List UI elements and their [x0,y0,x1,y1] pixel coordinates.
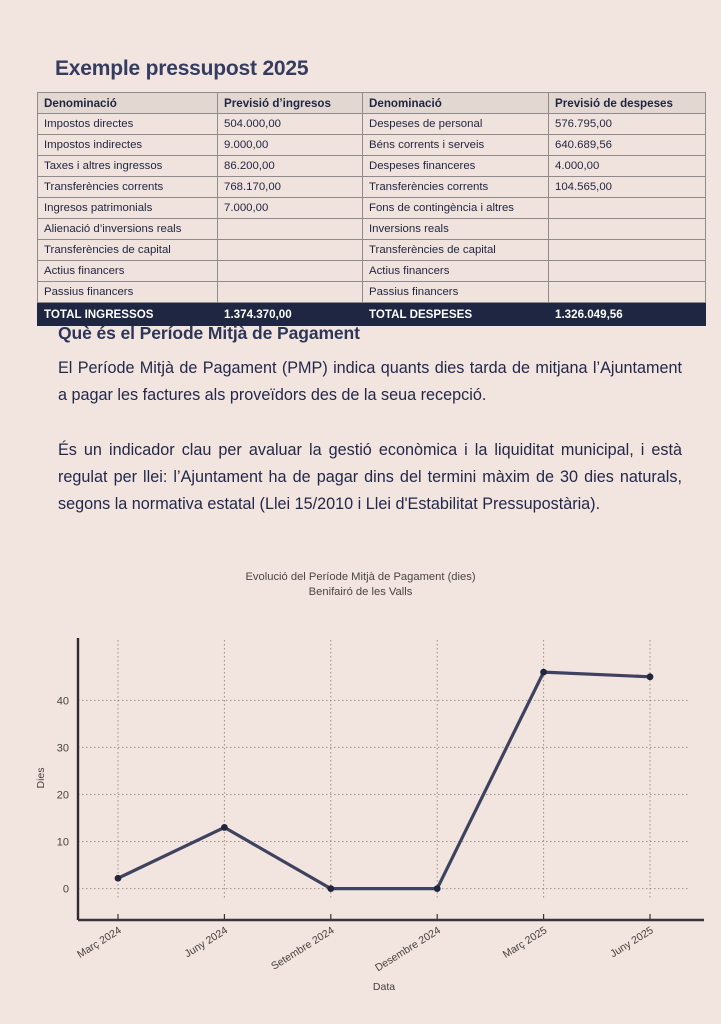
table-row [38,282,389,303]
expenses-row-7-name: Actius financers [363,261,549,282]
x-axis-tick-label: Juny 2024 [182,924,230,961]
x-axis-tick-label: Juny 2025 [608,924,656,961]
expenses-row-6-name: Transferències de capital [363,240,549,261]
table-row [38,177,389,198]
income-row-2-name: Taxes i altres ingressos [38,156,218,177]
table-row [38,219,389,240]
income-row-0-name: Impostos directes [38,114,218,135]
expenses-row-4-value [549,198,706,219]
table-row [363,219,706,240]
chart-data-point [647,673,654,680]
table-row [363,261,706,282]
income-table-body [38,114,389,326]
expenses-total-row [363,303,706,326]
chart-subtitle: Benifairó de les Valls [308,586,413,598]
income-row-7-name: Actius financers [38,261,218,282]
income-row-8-name: Passius financers [38,282,218,303]
income-row-4-name: Ingresos patrimonials [38,198,218,219]
table-row [363,177,706,198]
income-table-header-row [38,93,389,114]
income-row-0-value: 504.000,00 [218,114,389,135]
table-row [38,114,389,135]
income-header-denominacio: Denominació [38,93,218,114]
expenses-row-7-value [549,261,706,282]
table-row [38,156,389,177]
expenses-table [362,92,706,326]
expenses-row-3-name: Transferències corrents [363,177,549,198]
pmp-line-chart [0,560,721,993]
table-row [38,240,389,261]
y-axis-tick-label: 20 [56,789,69,802]
y-axis-tick-label: 0 [62,883,69,896]
y-axis-tick-label: 30 [56,742,69,755]
chart-data-point [434,885,441,892]
expenses-row-0-name: Despeses de personal [363,114,549,135]
table-row [38,261,389,282]
table-row [363,198,706,219]
expenses-row-3-value: 104.565,00 [549,177,706,198]
expenses-row-1-value: 640.689,56 [549,135,706,156]
expenses-row-0-value: 576.795,00 [549,114,706,135]
chart-title-block [0,570,721,600]
income-row-1-value: 9.000,00 [218,135,389,156]
expenses-row-2-name: Despeses financeres [363,156,549,177]
x-axis-tick-label: Març 2025 [500,924,550,961]
table-row [363,114,706,135]
table-row [363,240,706,261]
table-row [363,282,706,303]
chart-canvas [0,600,721,1000]
x-axis-label: Data [372,981,396,993]
y-axis-tick-label: 10 [56,836,69,849]
chart-title: Evolució del Període Mitjà de Pagament (dies) [245,571,476,583]
table-row [363,156,706,177]
income-row-4-value: 7.000,00 [218,198,389,219]
expenses-row-1-name: Béns corrents i serveis [363,135,549,156]
expenses-row-2-value: 4.000,00 [549,156,706,177]
income-row-1-name: Impostos indirectes [38,135,218,156]
income-row-3-value: 768.170,00 [218,177,389,198]
chart-series-line [118,672,650,888]
income-row-5-name: Alienació d’inversions reals [38,219,218,240]
x-axis-tick-label: Setembre 2024 [269,924,337,973]
table-row [363,135,706,156]
chart-data-point [115,875,122,882]
expenses-total-value: 1.326.049,56 [549,303,706,326]
expenses-row-8-value [549,282,706,303]
income-row-6-name: Transferències de capital [38,240,218,261]
section-paragraph-2: És un indicador clau per avaluar la gestió econòmica i la liquiditat municipal, i està regulat per llei: l’Ajuntament ha de pagar dins del termini màxim de 30 dies naturals, segons la normativa estatal (Llei 15/2010 i Llei d'Estabilitat Pressupostària). [58,441,682,513]
expenses-header-previsio: Previsió de despeses [549,93,706,114]
expenses-row-5-name: Inversions reals [363,219,549,240]
expenses-table-body [363,114,706,326]
expenses-row-5-value [549,219,706,240]
expenses-row-6-value [549,240,706,261]
table-row [38,198,389,219]
expenses-header-denominacio: Denominació [363,93,549,114]
page-title: Exemple pressupost 2025 [55,57,309,80]
income-total-value: 1.374.370,00 [218,303,389,326]
income-row-2-value: 86.200,00 [218,156,389,177]
chart-data-point [327,885,334,892]
expenses-table-header-row [363,93,706,114]
chart-data-point [540,669,547,676]
section-heading: Què és el Període Mitjà de Pagament [58,323,360,343]
expenses-total-label: TOTAL DESPESES [363,303,549,326]
income-total-label: TOTAL INGRESSOS [38,303,218,326]
y-axis-tick-label: 40 [56,695,69,708]
expenses-row-8-name: Passius financers [363,282,549,303]
y-axis-label: Dies [35,767,47,789]
table-row [38,135,389,156]
income-header-previsio: Previsió d’ingresos [218,93,389,114]
expenses-row-4-name: Fons de contingència i altres [363,198,549,219]
x-axis-tick-label: Març 2024 [75,924,124,961]
income-row-3-name: Transferències corrents [38,177,218,198]
chart-data-point [221,824,228,831]
section-paragraph-1: El Període Mitjà de Pagament (PMP) indica quants dies tarda de mitjana l’Ajuntament a pagar les factures als proveïdors des de la seua recepció. [58,359,682,404]
x-axis-tick-label: Desembre 2024 [373,924,443,975]
income-table [37,92,389,326]
